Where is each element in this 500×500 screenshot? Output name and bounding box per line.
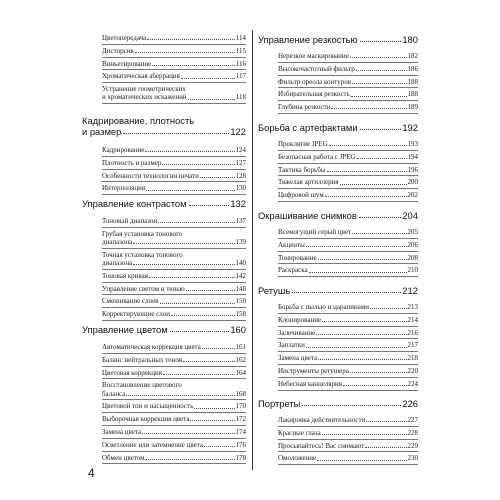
leader-dots: [350, 372, 407, 373]
entry-title: Баланс нейтральных тонов: [102, 355, 183, 364]
entry-title-cont: баланса: [102, 389, 126, 398]
section-heading[interactable]: [258, 398, 418, 409]
leader-dots: [145, 459, 234, 460]
section-title: Окрашивание снимков: [258, 210, 357, 221]
entry-title: Замена цвета: [278, 354, 318, 363]
toc-section-cropping: [82, 115, 246, 195]
entry-title: Замена цвета: [102, 427, 142, 436]
entry-page: 202: [407, 191, 418, 200]
entry-title: Омоложение: [278, 454, 317, 463]
toc-entry[interactable]: [102, 341, 246, 354]
toc-subitems: [102, 144, 246, 195]
toc-subitems: [278, 138, 418, 202]
entry-page: 115: [235, 46, 246, 55]
section-heading[interactable]: [82, 324, 246, 335]
toc-entry[interactable]: [278, 189, 418, 202]
section-title-cont: и размер: [82, 126, 122, 137]
entry-page: 224: [407, 379, 418, 388]
leader-dots: [359, 217, 401, 218]
leader-dots: [190, 420, 234, 421]
toc-entry[interactable]: [102, 426, 246, 439]
leader-dots: [163, 374, 235, 375]
entry-title: Высокочастотный фильтр: [278, 64, 355, 73]
toc-section-artifacts: [258, 122, 418, 202]
section-title: Ретушь: [258, 285, 291, 296]
entry-page: 200: [407, 178, 418, 187]
entry-page: 114: [235, 34, 246, 42]
entry-title: Восстановление цветового: [102, 381, 182, 390]
toc-entry[interactable]: [278, 88, 418, 101]
leader-dots: [133, 264, 234, 265]
section-title: Борьба с артефактами: [258, 122, 358, 133]
toc-entry[interactable]: [278, 50, 418, 63]
toc-entry[interactable]: [278, 138, 418, 151]
entry-page: 158: [235, 310, 246, 319]
entry-title: Интерполяция: [102, 184, 146, 193]
leader-dots: [160, 303, 235, 304]
entry-title: Тонирование: [278, 253, 317, 262]
leader-dots: [292, 292, 401, 293]
entry-page: 193: [407, 140, 418, 148]
section-page: 132: [230, 198, 246, 209]
leader-dots: [152, 65, 235, 66]
entry-page: 127: [235, 158, 246, 167]
entry-page: 117: [235, 72, 246, 81]
entry-title: Клонирование: [278, 315, 322, 324]
toc-entry[interactable]: [278, 239, 418, 252]
entry-title: Выборочная коррекция цвета: [102, 415, 190, 424]
leader-dots: [204, 446, 235, 447]
entry-title: Борьба с пылью и царапинами: [278, 303, 369, 311]
entry-title: Фильтр ореола контуров: [278, 77, 352, 86]
toc-entry[interactable]: [102, 70, 246, 83]
leader-dots: [351, 96, 407, 97]
toc-entry[interactable]: [278, 440, 418, 453]
toc-entry[interactable]: [102, 270, 246, 283]
entry-page: 205: [407, 228, 418, 236]
toc-entry[interactable]: [102, 45, 246, 58]
toc-subitems: [278, 301, 418, 391]
entry-title: Глубина резкости: [278, 103, 331, 112]
toc-entry[interactable]: [278, 339, 418, 352]
entry-page: 208: [407, 253, 418, 262]
section-page: 192: [402, 122, 418, 133]
toc-section-sharpness: [258, 34, 418, 114]
entry-title-cont: диапазона: [102, 238, 133, 246]
leader-dots: [352, 233, 406, 234]
toc-entry[interactable]: [278, 414, 418, 427]
toc-entry[interactable]: [278, 327, 418, 340]
entry-page: 168: [235, 389, 246, 398]
entry-page: 227: [407, 416, 418, 424]
leader-dots: [327, 171, 407, 172]
toc-entry[interactable]: [102, 452, 246, 465]
entry-page: 196: [407, 165, 418, 174]
toc-entry[interactable]: [278, 452, 418, 465]
toc-entry[interactable]: [102, 249, 246, 270]
leader-dots: [317, 460, 406, 461]
entry-title: Небесная канцелярия: [278, 379, 343, 388]
toc-section-color: [82, 324, 246, 464]
leader-dots: [309, 272, 407, 273]
toc-entry[interactable]: [278, 76, 418, 89]
section-page: 180: [402, 34, 418, 45]
toc-entry[interactable]: [102, 400, 246, 413]
toc-entry[interactable]: [278, 176, 418, 189]
entry-page: 229: [407, 441, 418, 450]
entry-title: Виньетирование: [102, 59, 152, 68]
entry-title: Заплатки: [278, 341, 305, 350]
toc-entry[interactable]: [102, 228, 246, 249]
toc-entry[interactable]: [278, 314, 418, 327]
entry-title: Проклятие JPEG: [278, 140, 328, 148]
entry-page: 228: [407, 428, 418, 437]
leader-dots: [142, 433, 234, 434]
leader-dots: [350, 57, 407, 58]
leader-dots: [170, 331, 230, 332]
toc-entry[interactable]: [278, 151, 418, 164]
toc-entry[interactable]: [102, 367, 246, 380]
toc-subitems: [278, 226, 418, 277]
toc-entry[interactable]: [102, 439, 246, 452]
leader-dots: [325, 196, 407, 197]
leader-dots: [162, 164, 234, 165]
entry-page: 140: [235, 259, 246, 267]
entry-page: 161: [235, 343, 246, 351]
section-heading[interactable]: [82, 115, 246, 137]
section-page: 122: [230, 126, 246, 137]
section-heading[interactable]: [258, 210, 418, 221]
entry-title: Цифровой шум: [278, 191, 324, 200]
entry-page: 178: [235, 453, 246, 462]
leader-dots: [145, 151, 234, 152]
section-heading[interactable]: [258, 285, 418, 296]
toc-section-contrast: [82, 198, 246, 321]
leader-dots: [322, 321, 406, 322]
entry-title: Плотность и размер: [102, 158, 162, 167]
entry-page: 164: [235, 368, 246, 377]
toc-section-toning: [258, 210, 418, 277]
leader-dots: [366, 421, 406, 422]
toc-subitems: [278, 50, 418, 114]
section-title: Управление контрастом: [82, 198, 187, 209]
entry-page: 170: [235, 402, 246, 411]
toc-entry[interactable]: [278, 365, 418, 378]
toc-entry[interactable]: [278, 252, 418, 265]
toc-subitems: [102, 32, 246, 104]
entry-title: Смешивание слоев: [102, 297, 159, 306]
leader-dots: [331, 108, 406, 109]
leader-dots: [126, 395, 234, 396]
leader-dots: [329, 145, 407, 146]
entry-page: 142: [235, 271, 246, 280]
section-heading[interactable]: [82, 198, 246, 209]
entry-title: Корректирующие слои: [102, 310, 171, 319]
entry-page: 174: [235, 427, 246, 436]
entry-page: 218: [407, 354, 418, 363]
leader-dots: [322, 434, 407, 435]
section-page: 160: [230, 324, 246, 335]
section-page: 212: [402, 285, 418, 296]
entry-title: Лакировка действительности: [278, 416, 366, 424]
entry-page: 216: [407, 328, 418, 337]
toc-entry[interactable]: [102, 354, 246, 367]
leader-dots: [181, 78, 235, 79]
entry-page: 176: [235, 440, 246, 449]
entry-page: 188: [407, 90, 418, 99]
toc-entry[interactable]: [102, 295, 246, 308]
entry-title: Грубая установка тонового: [102, 229, 183, 238]
section-title: Портреты: [258, 398, 301, 409]
toc-entry[interactable]: [102, 413, 246, 426]
leader-dots: [158, 222, 234, 223]
leader-dots: [189, 205, 230, 206]
leader-dots: [183, 361, 234, 362]
entry-page: 188: [407, 77, 418, 86]
leader-dots: [202, 348, 235, 349]
leader-dots: [133, 243, 234, 244]
leader-dots: [343, 385, 406, 386]
toc-section-retouch: [258, 285, 418, 391]
leader-dots: [370, 308, 407, 309]
entry-title: Тактика борьбы: [278, 165, 326, 174]
toc-entry[interactable]: [102, 215, 246, 228]
toc-subitems: [278, 414, 418, 465]
entry-title: Тоновая кривая: [102, 271, 148, 280]
entry-title: Кадрирование: [102, 146, 145, 154]
leader-dots: [360, 41, 402, 42]
leader-dots: [200, 177, 235, 178]
leader-dots: [171, 315, 234, 316]
section-page: 204: [402, 210, 418, 221]
toc-entry[interactable]: [102, 32, 246, 45]
toc-entry[interactable]: [278, 378, 418, 391]
entry-page: 118: [235, 93, 246, 102]
page-number: 4: [88, 466, 95, 480]
entry-title: Дисторсия: [102, 46, 134, 55]
entry-page: 139: [235, 238, 246, 246]
toc-section-distortions: [82, 32, 246, 104]
leader-dots: [365, 447, 406, 448]
entry-page: 214: [407, 315, 418, 324]
toc-entry[interactable]: [102, 379, 246, 400]
leader-dots: [146, 190, 234, 191]
entry-page: 220: [407, 366, 418, 375]
toc-entry[interactable]: [102, 283, 246, 296]
leader-dots: [186, 290, 235, 291]
entry-title-cont: диапазона: [102, 259, 133, 267]
entry-page: 148: [235, 284, 246, 293]
leader-dots: [357, 158, 407, 159]
entry-page: 189: [407, 103, 418, 112]
leader-dots: [306, 347, 407, 348]
entry-page: 116: [235, 59, 246, 68]
leader-dots: [352, 83, 406, 84]
section-heading[interactable]: [258, 34, 418, 45]
toc-entry[interactable]: [278, 63, 418, 76]
entry-page: 150: [235, 297, 246, 306]
leader-dots: [147, 39, 234, 40]
toc-entry[interactable]: [102, 157, 246, 170]
entry-page: 162: [235, 355, 246, 364]
toc-entry[interactable]: [278, 264, 418, 277]
entry-title: Обмен цветом: [102, 453, 145, 462]
entry-page: 128: [235, 171, 246, 180]
entry-title: Тоновый диапазон: [102, 217, 158, 225]
toc-entry[interactable]: [278, 101, 418, 114]
entry-page: 230: [407, 454, 418, 463]
toc-entry[interactable]: [102, 170, 246, 183]
entry-title: Нерезкое маскирование: [278, 52, 349, 60]
entry-title: Залечивание: [278, 328, 316, 337]
section-title: Кадрирование, плотность: [82, 115, 195, 126]
entry-title: Цветовая коррекция: [102, 368, 162, 377]
leader-dots: [340, 184, 407, 185]
entry-page: 130: [235, 184, 246, 193]
entry-title: Осветление или затемнение цвета: [102, 440, 203, 449]
entry-title-cont: и хроматических искажений: [102, 93, 187, 102]
leader-dots: [149, 277, 235, 278]
entry-page: 210: [407, 266, 418, 275]
entry-title: Устранение геометрических: [102, 85, 186, 94]
leader-dots: [123, 133, 229, 134]
entry-title: Особенности технологии печати: [102, 171, 199, 180]
entry-title: Цветопередача: [102, 34, 147, 42]
leader-dots: [302, 405, 401, 406]
section-page: 226: [402, 398, 418, 409]
leader-dots: [194, 408, 234, 409]
toc-section-portraits: [258, 398, 418, 465]
entry-title: Автоматическая коррекция цвета: [102, 343, 201, 351]
leader-dots: [318, 359, 406, 360]
entry-title: Безопасная работа с JPEG: [278, 152, 356, 161]
entry-title: Избирательная резкость: [278, 90, 350, 99]
leader-dots: [316, 334, 406, 335]
toc-entry[interactable]: [278, 427, 418, 440]
entry-title: Тяжелая артиллерия: [278, 178, 339, 187]
entry-title: Акценты: [278, 240, 305, 249]
entry-page: 206: [407, 240, 418, 249]
toc-entry[interactable]: [278, 301, 418, 314]
toc-entry[interactable]: [278, 352, 418, 365]
toc-subitems: [102, 341, 246, 464]
leader-dots: [135, 52, 235, 53]
entry-page: 213: [407, 303, 418, 311]
entry-page: 137: [235, 217, 246, 225]
entry-title: Инструменты ретушера: [278, 366, 349, 375]
entry-title: Управление светом и тенью: [102, 284, 185, 293]
entry-page: 182: [407, 52, 418, 60]
section-title: Управление резкостью: [258, 34, 358, 45]
toc-entry[interactable]: [102, 182, 246, 195]
entry-title: Раскраска: [278, 266, 308, 275]
toc-entry[interactable]: [102, 144, 246, 157]
entry-title: Красные глаза: [278, 428, 321, 437]
leader-dots: [306, 246, 407, 247]
entry-title: Цветовой тон и насыщенность: [102, 402, 194, 411]
entry-title: Хроматическая аберрация: [102, 72, 180, 81]
entry-title: Всемогущий серый цвет: [278, 228, 352, 236]
toc-entry[interactable]: [102, 58, 246, 71]
entry-title: Точная установка тонового: [102, 250, 183, 259]
entry-page: 124: [235, 146, 246, 154]
toc-entry[interactable]: [102, 308, 246, 321]
entry-page: 186: [407, 64, 418, 73]
leader-dots: [356, 70, 407, 71]
toc-entry[interactable]: [278, 164, 418, 177]
toc-entry[interactable]: [102, 83, 246, 104]
section-heading[interactable]: [258, 122, 418, 133]
leader-dots: [318, 259, 407, 260]
toc-entry[interactable]: [278, 226, 418, 239]
leader-dots: [360, 129, 402, 130]
leader-dots: [188, 99, 235, 100]
section-title: Управление цветом: [82, 324, 168, 335]
entry-title: Просыпайтесь! Вас снимают: [278, 441, 365, 450]
column-divider: [252, 30, 253, 470]
entry-page: 172: [235, 415, 246, 424]
entry-page: 194: [407, 152, 418, 161]
toc-subitems: [102, 215, 246, 321]
entry-page: 217: [407, 341, 418, 350]
